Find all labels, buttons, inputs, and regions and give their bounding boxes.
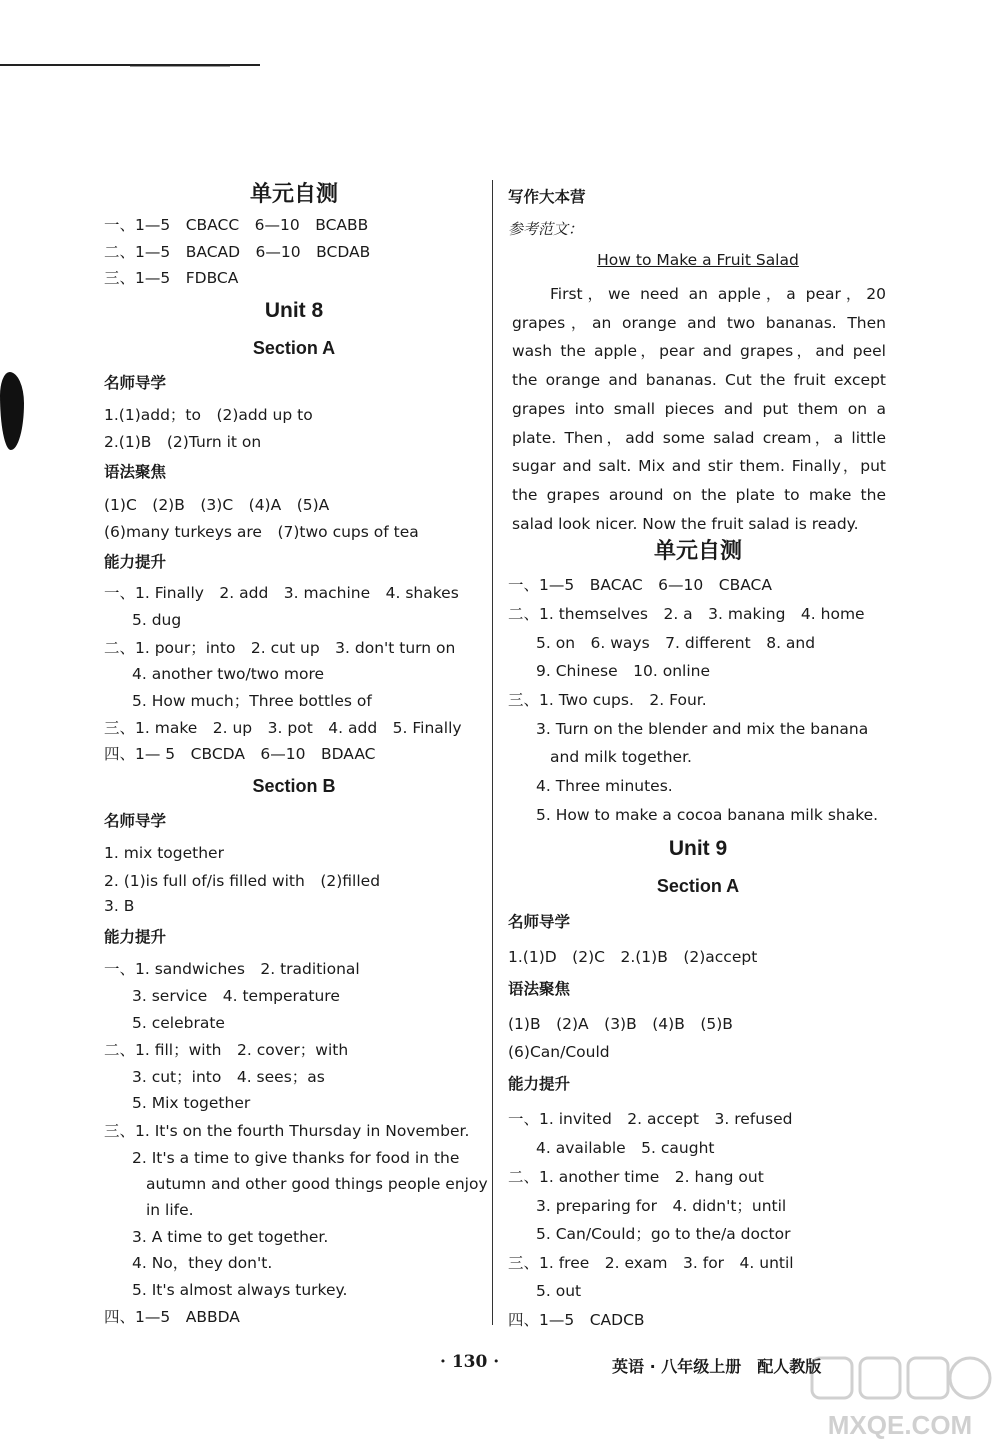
answer-line: 5. It's almost always turkey. bbox=[132, 1281, 348, 1299]
review-line: 三、1—5 FDBCA bbox=[104, 269, 239, 287]
guide-heading: 名师导学 bbox=[104, 374, 167, 392]
answer-line: 3. B bbox=[104, 897, 135, 915]
answer-line: 1.(1)D (2)C 2.(1)B (2)accept bbox=[508, 948, 758, 966]
writing-heading: 写作大本营 bbox=[508, 188, 586, 206]
answer-line: 4. available 5. caught bbox=[536, 1139, 715, 1157]
answer-line: 2. It's a time to give thanks for food in the bbox=[132, 1149, 460, 1167]
page-number: · 130 · bbox=[440, 1352, 500, 1372]
answer-line: 三、1. It's on the fourth Thursday in November. bbox=[104, 1122, 470, 1140]
answer-line: 一、1. sandwiches 2. traditional bbox=[104, 960, 360, 978]
answer-line: 四、1—5 CADCB bbox=[508, 1311, 645, 1329]
answer-line: (6)many turkeys are (7)two cups of tea bbox=[104, 523, 419, 541]
answer-line: 4. another two/two more bbox=[132, 665, 325, 683]
answer-line: 5. How much；Three bottles of bbox=[132, 692, 372, 710]
answer-line: 三、1. free 2. exam 3. for 4. until bbox=[508, 1254, 794, 1272]
answer-line: 一、1. Finally 2. add 3. machine 4. shakes bbox=[104, 584, 459, 602]
book-title: 英语 · 八年级上册 配人教版 bbox=[612, 1357, 822, 1376]
answer-line: 2. (1)is full of/is filled with (2)filled bbox=[104, 872, 381, 890]
unit-9-title: Unit 9 bbox=[668, 837, 728, 860]
answer-line: 1.(1)add；to (2)add up to bbox=[104, 406, 313, 424]
section-a-title: Section A bbox=[656, 876, 740, 896]
grammar-heading: 语法聚焦 bbox=[508, 980, 571, 998]
answer-line: 二、1. pour；into 2. cut up 3. don't turn on bbox=[104, 639, 456, 657]
answer-line: 5. celebrate bbox=[132, 1014, 225, 1032]
review-line: 9. Chinese 10. online bbox=[536, 662, 710, 680]
answer-line: 四、1—5 ABBDA bbox=[104, 1308, 240, 1326]
reference-label: 参考范文： bbox=[508, 220, 584, 238]
answer-line: (1)B (2)A (3)B (4)B (5)B bbox=[508, 1015, 733, 1033]
section-a-title: Section A bbox=[252, 338, 336, 358]
answer-line: autumn and other good things people enjoy bbox=[146, 1175, 488, 1193]
watermark-text: MXQE.COM bbox=[827, 1410, 973, 1440]
review-line: 二、1. themselves 2. a 3. making 4. home bbox=[508, 605, 865, 623]
watermark-logo bbox=[808, 1352, 994, 1442]
answer-line: 5. dug bbox=[132, 611, 182, 629]
review-line: 三、1. Two cups. 2. Four. bbox=[508, 691, 707, 709]
ability-heading: 能力提升 bbox=[508, 1075, 571, 1093]
unit-review-title: 单元自测 bbox=[249, 182, 338, 207]
top-rule-faint bbox=[130, 66, 230, 67]
scan-ink-blot bbox=[0, 372, 24, 450]
answer-line: 3. A time to get together. bbox=[132, 1228, 329, 1246]
review-line: 5. How to make a cocoa banana milk shake. bbox=[536, 806, 879, 824]
ability-heading: 能力提升 bbox=[104, 553, 167, 571]
answer-line: 3. preparing for 4. didn't；until bbox=[536, 1197, 787, 1215]
review-line: 3. Turn on the blender and mix the banana bbox=[536, 720, 869, 738]
sample-essay: First，we need an apple，a pear，20 grapes，an orange and two bananas. Then wash the apple，pear and grapes，and peel the orange and bananas. Cut the fruit except grapes into small pieces and put them on a plate. Then，add some salad cream，a little sugar and salt. Mix and stir them. Finally，put the grapes around on the plate to make the salad look nicer. Now the fruit salad is ready. bbox=[512, 285, 886, 533]
answer-line: 四、1— 5 CBCDA 6—10 BDAAC bbox=[104, 745, 376, 763]
answer-line: 一、1. invited 2. accept 3. refused bbox=[508, 1110, 793, 1128]
review-line: 一、1—5 CBACC 6—10 BCABB bbox=[104, 216, 369, 234]
essay-title: How to Make a Fruit Salad bbox=[597, 251, 799, 269]
answer-line: in life. bbox=[146, 1201, 194, 1219]
guide-heading: 名师导学 bbox=[104, 812, 167, 830]
answer-line: (1)C (2)B (3)C (4)A (5)A bbox=[104, 496, 330, 514]
review-line: 5. on 6. ways 7. different 8. and bbox=[536, 634, 816, 652]
column-divider bbox=[492, 180, 493, 1325]
answer-line: 3. service 4. temperature bbox=[132, 987, 340, 1005]
section-b-title: Section B bbox=[252, 776, 336, 796]
grammar-heading: 语法聚焦 bbox=[104, 463, 167, 481]
answer-line: 5. Can/Could；go to the/a doctor bbox=[536, 1225, 791, 1243]
review-line: and milk together. bbox=[550, 748, 692, 766]
answer-line: (6)Can/Could bbox=[508, 1043, 610, 1061]
answer-line: 1. mix together bbox=[104, 844, 224, 862]
answer-line: 二、1. another time 2. hang out bbox=[508, 1168, 764, 1186]
guide-heading: 名师导学 bbox=[508, 913, 571, 931]
review-line: 二、1—5 BACAD 6—10 BCDAB bbox=[104, 243, 371, 261]
unit-review-title: 单元自测 bbox=[653, 539, 742, 564]
unit-8-title: Unit 8 bbox=[264, 299, 324, 322]
ability-heading: 能力提升 bbox=[104, 928, 167, 946]
answer-line: 二、1. fill；with 2. cover；with bbox=[104, 1041, 349, 1059]
answer-line: 5. Mix together bbox=[132, 1094, 251, 1112]
review-line: 4. Three minutes. bbox=[536, 777, 673, 795]
review-line: 一、1—5 BACAC 6—10 CBACA bbox=[508, 576, 772, 594]
answer-line: 4. No，they don't. bbox=[132, 1254, 273, 1272]
answer-line: 5. out bbox=[536, 1282, 582, 1300]
answer-line: 2.(1)B (2)Turn it on bbox=[104, 433, 262, 451]
answer-line: 3. cut；into 4. sees；as bbox=[132, 1068, 325, 1086]
answer-line: 三、1. make 2. up 3. pot 4. add 5. Finally bbox=[104, 719, 462, 737]
